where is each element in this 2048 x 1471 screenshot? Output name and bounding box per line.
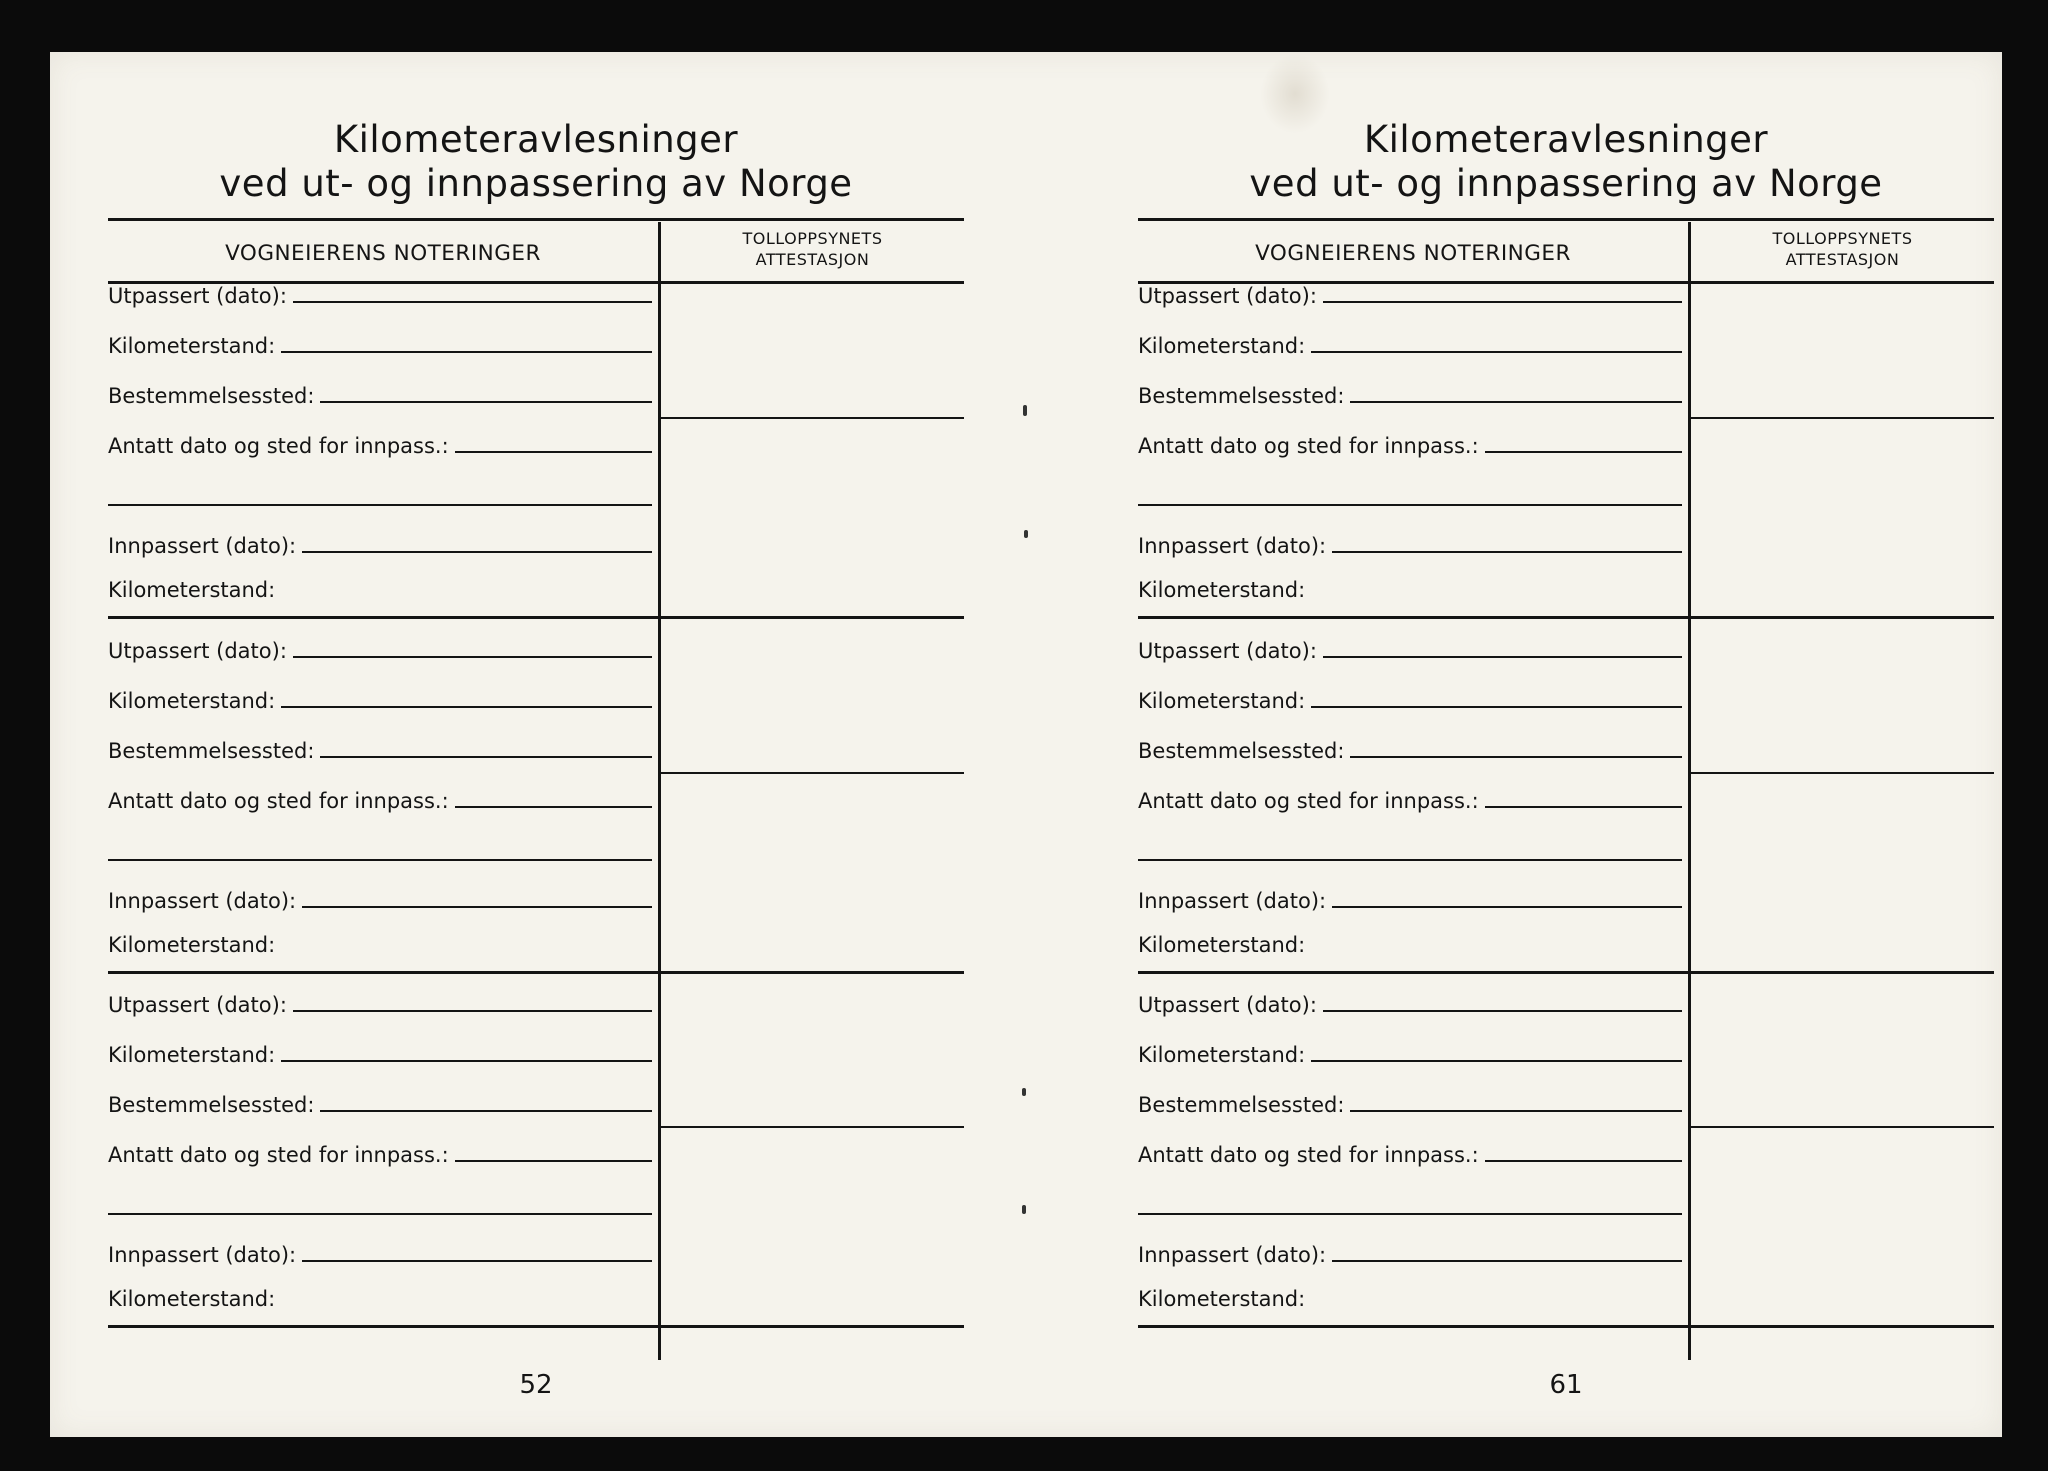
utpassert-date-field[interactable]	[1138, 280, 1682, 308]
customs-header-line-2: ATTESTASJON	[755, 250, 870, 269]
attestation-divider	[661, 417, 964, 419]
destination-field[interactable]	[108, 380, 652, 408]
fill-in-line[interactable]	[320, 1110, 652, 1112]
binding-mark	[1022, 1088, 1026, 1096]
entry-date-field[interactable]	[108, 885, 652, 913]
field-label: Bestemmelsessted:	[1138, 739, 1345, 763]
field-label: Bestemmelsessted:	[1138, 384, 1345, 408]
title-line-1: Kilometeravlesninger	[1363, 118, 1769, 161]
customs-header-line-1: TOLLOPPSYNETS	[1772, 229, 1913, 248]
field-label: Innpassert (dato):	[1138, 1243, 1327, 1267]
expected-entry-field[interactable]	[1138, 430, 1682, 458]
title-line-1: Kilometeravlesninger	[333, 118, 739, 161]
entry-date-field[interactable]	[1138, 530, 1682, 558]
block-bottom-rule	[108, 971, 964, 974]
field-label: Kilometerstand:	[1138, 933, 1306, 957]
continuation-line[interactable]	[1138, 1213, 1682, 1215]
utpassert-date-field[interactable]	[1138, 635, 1682, 663]
fill-in-line[interactable]	[1350, 401, 1682, 403]
attestation-divider	[661, 1126, 964, 1128]
column-divider	[1688, 222, 1691, 1360]
fill-in-line[interactable]	[1350, 756, 1682, 758]
field-label: Utpassert (dato):	[108, 284, 287, 308]
odometer-out-field[interactable]	[1138, 1039, 1682, 1067]
entry-date-field[interactable]	[108, 1239, 652, 1267]
field-label: Utpassert (dato):	[1138, 284, 1317, 308]
fill-in-line[interactable]	[1332, 1260, 1682, 1262]
fill-in-line[interactable]	[320, 756, 652, 758]
odometer-in-field	[1138, 929, 1682, 957]
field-label: Utpassert (dato):	[108, 993, 287, 1017]
customs-header-line-1: TOLLOPPSYNETS	[742, 229, 883, 248]
destination-field[interactable]	[1138, 380, 1682, 408]
fill-in-line[interactable]	[320, 401, 652, 403]
destination-field[interactable]	[1138, 1089, 1682, 1117]
destination-field[interactable]	[108, 735, 652, 763]
continuation-line[interactable]	[108, 504, 652, 506]
customs-attestation-header	[661, 228, 964, 270]
field-label: Innpassert (dato):	[1138, 889, 1327, 913]
attestation-divider	[661, 772, 964, 774]
utpassert-date-field[interactable]	[108, 280, 652, 308]
title-line-2: ved ut- og innpassering av Norge	[1249, 162, 1883, 205]
field-label: Kilometerstand:	[1138, 1043, 1306, 1067]
field-label: Kilometerstand:	[108, 689, 276, 713]
odometer-out-field[interactable]	[108, 685, 652, 713]
fill-in-line[interactable]	[293, 301, 652, 303]
odometer-out-field[interactable]	[108, 1039, 652, 1067]
field-label: Innpassert (dato):	[108, 1243, 297, 1267]
odometer-in-field	[1138, 1283, 1682, 1311]
fill-in-line[interactable]	[293, 1010, 652, 1012]
field-label: Bestemmelsessted:	[108, 739, 315, 763]
fill-in-line[interactable]	[281, 351, 652, 353]
odometer-out-field[interactable]	[1138, 685, 1682, 713]
odometer-out-field[interactable]	[108, 330, 652, 358]
owner-notes-header: VOGNEIERENS NOTERINGER	[225, 241, 541, 266]
field-label: Kilometerstand:	[108, 933, 276, 957]
odometer-in-field	[108, 929, 652, 957]
fill-in-line[interactable]	[293, 656, 652, 658]
fill-in-line[interactable]	[1311, 1060, 1682, 1062]
fill-in-line[interactable]	[1332, 906, 1682, 908]
field-label: Kilometerstand:	[1138, 1287, 1306, 1311]
field-label: Kilometerstand:	[1138, 334, 1306, 358]
field-label: Kilometerstand:	[108, 334, 276, 358]
block-bottom-rule	[1138, 971, 1994, 974]
header-top-rule	[1138, 218, 1994, 221]
entry-date-field[interactable]	[1138, 1239, 1682, 1267]
field-label: Antatt dato og sted for innpass.:	[1138, 1143, 1479, 1167]
field-label: Utpassert (dato):	[108, 639, 287, 663]
field-label: Kilometerstand:	[108, 1043, 276, 1067]
fill-in-line[interactable]	[1323, 1010, 1682, 1012]
fill-in-line[interactable]	[455, 1160, 652, 1162]
continuation-line[interactable]	[108, 859, 652, 861]
binding-mark	[1024, 530, 1028, 538]
fill-in-line[interactable]	[281, 706, 652, 708]
binding-mark	[1023, 405, 1027, 416]
owner-notes-header: VOGNEIERENS NOTERINGER	[1255, 241, 1571, 266]
attestation-divider	[1691, 1126, 1994, 1128]
expected-entry-field[interactable]	[1138, 1139, 1682, 1167]
fill-in-line[interactable]	[1485, 1160, 1682, 1162]
fill-in-line[interactable]	[281, 1060, 652, 1062]
field-label: Kilometerstand:	[108, 1287, 276, 1311]
page-title	[108, 118, 964, 206]
field-label: Utpassert (dato):	[1138, 639, 1317, 663]
utpassert-date-field[interactable]	[108, 989, 652, 1017]
column-divider	[658, 222, 661, 1360]
odometer-in-field	[1138, 574, 1682, 602]
field-label: Utpassert (dato):	[1138, 993, 1317, 1017]
attestation-divider	[1691, 417, 1994, 419]
fill-in-line[interactable]	[302, 551, 652, 553]
utpassert-date-field[interactable]	[108, 635, 652, 663]
utpassert-date-field[interactable]	[1138, 989, 1682, 1017]
fill-in-line[interactable]	[455, 806, 652, 808]
expected-entry-field[interactable]	[1138, 785, 1682, 813]
customs-header-line-2: ATTESTASJON	[1785, 250, 1900, 269]
field-label: Antatt dato og sted for innpass.:	[108, 1143, 449, 1167]
fill-in-line[interactable]	[1485, 806, 1682, 808]
fill-in-line[interactable]	[302, 1260, 652, 1262]
field-label: Innpassert (dato):	[1138, 534, 1327, 558]
block-bottom-rule	[1138, 616, 1994, 619]
field-label: Antatt dato og sted for innpass.:	[108, 434, 449, 458]
expected-entry-field[interactable]	[108, 785, 652, 813]
page-right	[1138, 52, 1994, 1437]
field-label: Innpassert (dato):	[108, 534, 297, 558]
field-label: Bestemmelsessted:	[1138, 1093, 1345, 1117]
field-label: Kilometerstand:	[108, 578, 276, 602]
entry-date-field[interactable]	[108, 530, 652, 558]
continuation-line[interactable]	[1138, 859, 1682, 861]
field-label: Kilometerstand:	[1138, 689, 1306, 713]
header-top-rule	[108, 218, 964, 221]
field-label: Antatt dato og sted for innpass.:	[1138, 434, 1479, 458]
odometer-in-field	[108, 1283, 652, 1311]
page-number: 52	[519, 1370, 553, 1400]
fill-in-line[interactable]	[1311, 351, 1682, 353]
destination-field[interactable]	[1138, 735, 1682, 763]
block-bottom-rule	[1138, 1325, 1994, 1328]
attestation-divider	[1691, 772, 1994, 774]
expected-entry-field[interactable]	[108, 430, 652, 458]
destination-field[interactable]	[108, 1089, 652, 1117]
block-bottom-rule	[108, 616, 964, 619]
customs-attestation-header	[1691, 228, 1994, 270]
fill-in-line[interactable]	[1485, 451, 1682, 453]
fill-in-line[interactable]	[455, 451, 652, 453]
field-label: Bestemmelsessted:	[108, 1093, 315, 1117]
expected-entry-field[interactable]	[108, 1139, 652, 1167]
field-label: Antatt dato og sted for innpass.:	[108, 789, 449, 813]
field-label: Bestemmelsessted:	[108, 384, 315, 408]
field-label: Innpassert (dato):	[108, 889, 297, 913]
page-title	[1138, 118, 1994, 206]
fill-in-line[interactable]	[1311, 706, 1682, 708]
entry-date-field[interactable]	[1138, 885, 1682, 913]
continuation-line[interactable]	[1138, 504, 1682, 506]
block-bottom-rule	[108, 1325, 964, 1328]
continuation-line[interactable]	[108, 1213, 652, 1215]
document-paper	[50, 52, 2002, 1437]
fill-in-line[interactable]	[1350, 1110, 1682, 1112]
fill-in-line[interactable]	[302, 906, 652, 908]
title-line-2: ved ut- og innpassering av Norge	[219, 162, 853, 205]
odometer-in-field	[108, 574, 652, 602]
fill-in-line[interactable]	[1323, 656, 1682, 658]
fill-in-line[interactable]	[1323, 301, 1682, 303]
binding-mark	[1022, 1205, 1026, 1214]
odometer-out-field[interactable]	[1138, 330, 1682, 358]
field-label: Antatt dato og sted for innpass.:	[1138, 789, 1479, 813]
field-label: Kilometerstand:	[1138, 578, 1306, 602]
fill-in-line[interactable]	[1332, 551, 1682, 553]
page-number: 61	[1549, 1370, 1583, 1400]
page-left	[108, 52, 964, 1437]
